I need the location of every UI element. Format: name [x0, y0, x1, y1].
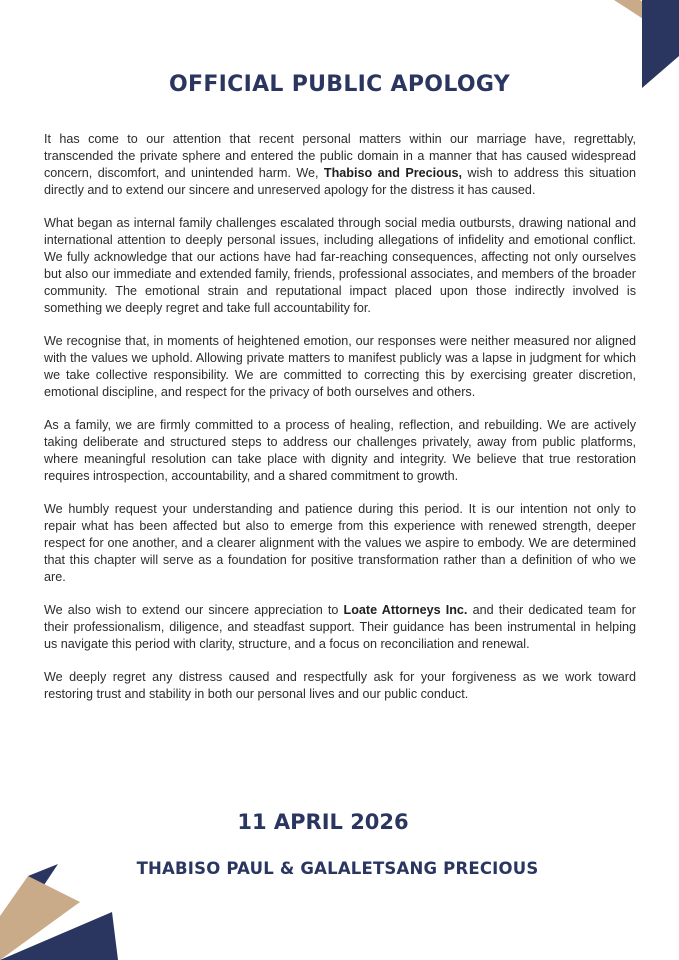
bottom-left-corner-decoration	[0, 864, 120, 960]
names-bold: Thabiso and Precious,	[323, 166, 463, 180]
paragraph-2: What began as internal family challenges escalated through social media outbursts, drawing national and international attention to deeply personal issues, including allegations of infidelity and emotional conflict. We fully acknowledge that our actions have had far-reaching consequences, affecting not only ourselves but also our immediate and extended family, friends, professional associates, and members of the broader community. The emotional strain and reputational impact placed upon those indirectly involved is something we deeply regret and take full accountability for.	[44, 216, 636, 315]
page-title: OFFICIAL PUBLIC APOLOGY	[169, 72, 510, 97]
paragraph-7: We deeply regret any distress caused and respectfully ask for your forgiveness as we work toward restoring trust and stability in both our personal lives and our public conduct.	[44, 670, 636, 701]
paragraph-5: We humbly request your understanding and patience during this period. It is our intention not only to repair what has been affected but also to emerge from this experience with renewed strength, deeper respect for one another, and a clearer alignment with the values we aspire to embody. We are determined that this chapter will serve as a foundation for positive transformation rather than a definition of who we are.	[44, 502, 636, 584]
paragraph-4: As a family, we are firmly committed to a process of healing, reflection, and rebuilding. We are actively taking deliberate and structured steps to address our challenges privately, away from public platforms, where meaningful resolution can take place with dignity and integrity. We believe that true restoration requires introspection, accountability, and a shared commitment to growth.	[44, 418, 636, 483]
apology-body	[44, 131, 636, 719]
paragraph-3: We recognise that, in moments of heightened emotion, our responses were neither measured nor aligned with the values we uphold. Allowing private matters to manifest publicly was a lapse in judgment for which we take collective responsibility. We are committed to correcting this by exercising greater discretion, emotional discipline, and respect for the privacy of both ourselves and others.	[44, 334, 636, 399]
paragraph-1: It has come to our attention that recent personal matters within our marriage have, regrettably, transcended the private sphere and entered the public domain in a manner that has caused widespread concern, discomfort, and unintended harm. We, Thabiso and Precious, wish to address this situation directly and to extend our sincere and unreserved apology for the distress it has caused.	[44, 132, 636, 197]
signature-names: THABISO PAUL & GALALETSANG PRECIOUS	[136, 859, 539, 878]
document-date: 11 APRIL 2026	[237, 810, 409, 834]
paragraph-6: We also wish to extend our sincere appreciation to Loate Attorneys Inc. and their dedicated team for their professionalism, diligence, and steadfast support. Their guidance has been instrumental in helping us navigate this period with clarity, structure, and a focus on reconciliation and renewal.	[44, 603, 637, 651]
attorneys-bold: Loate Attorneys Inc.	[343, 603, 468, 617]
